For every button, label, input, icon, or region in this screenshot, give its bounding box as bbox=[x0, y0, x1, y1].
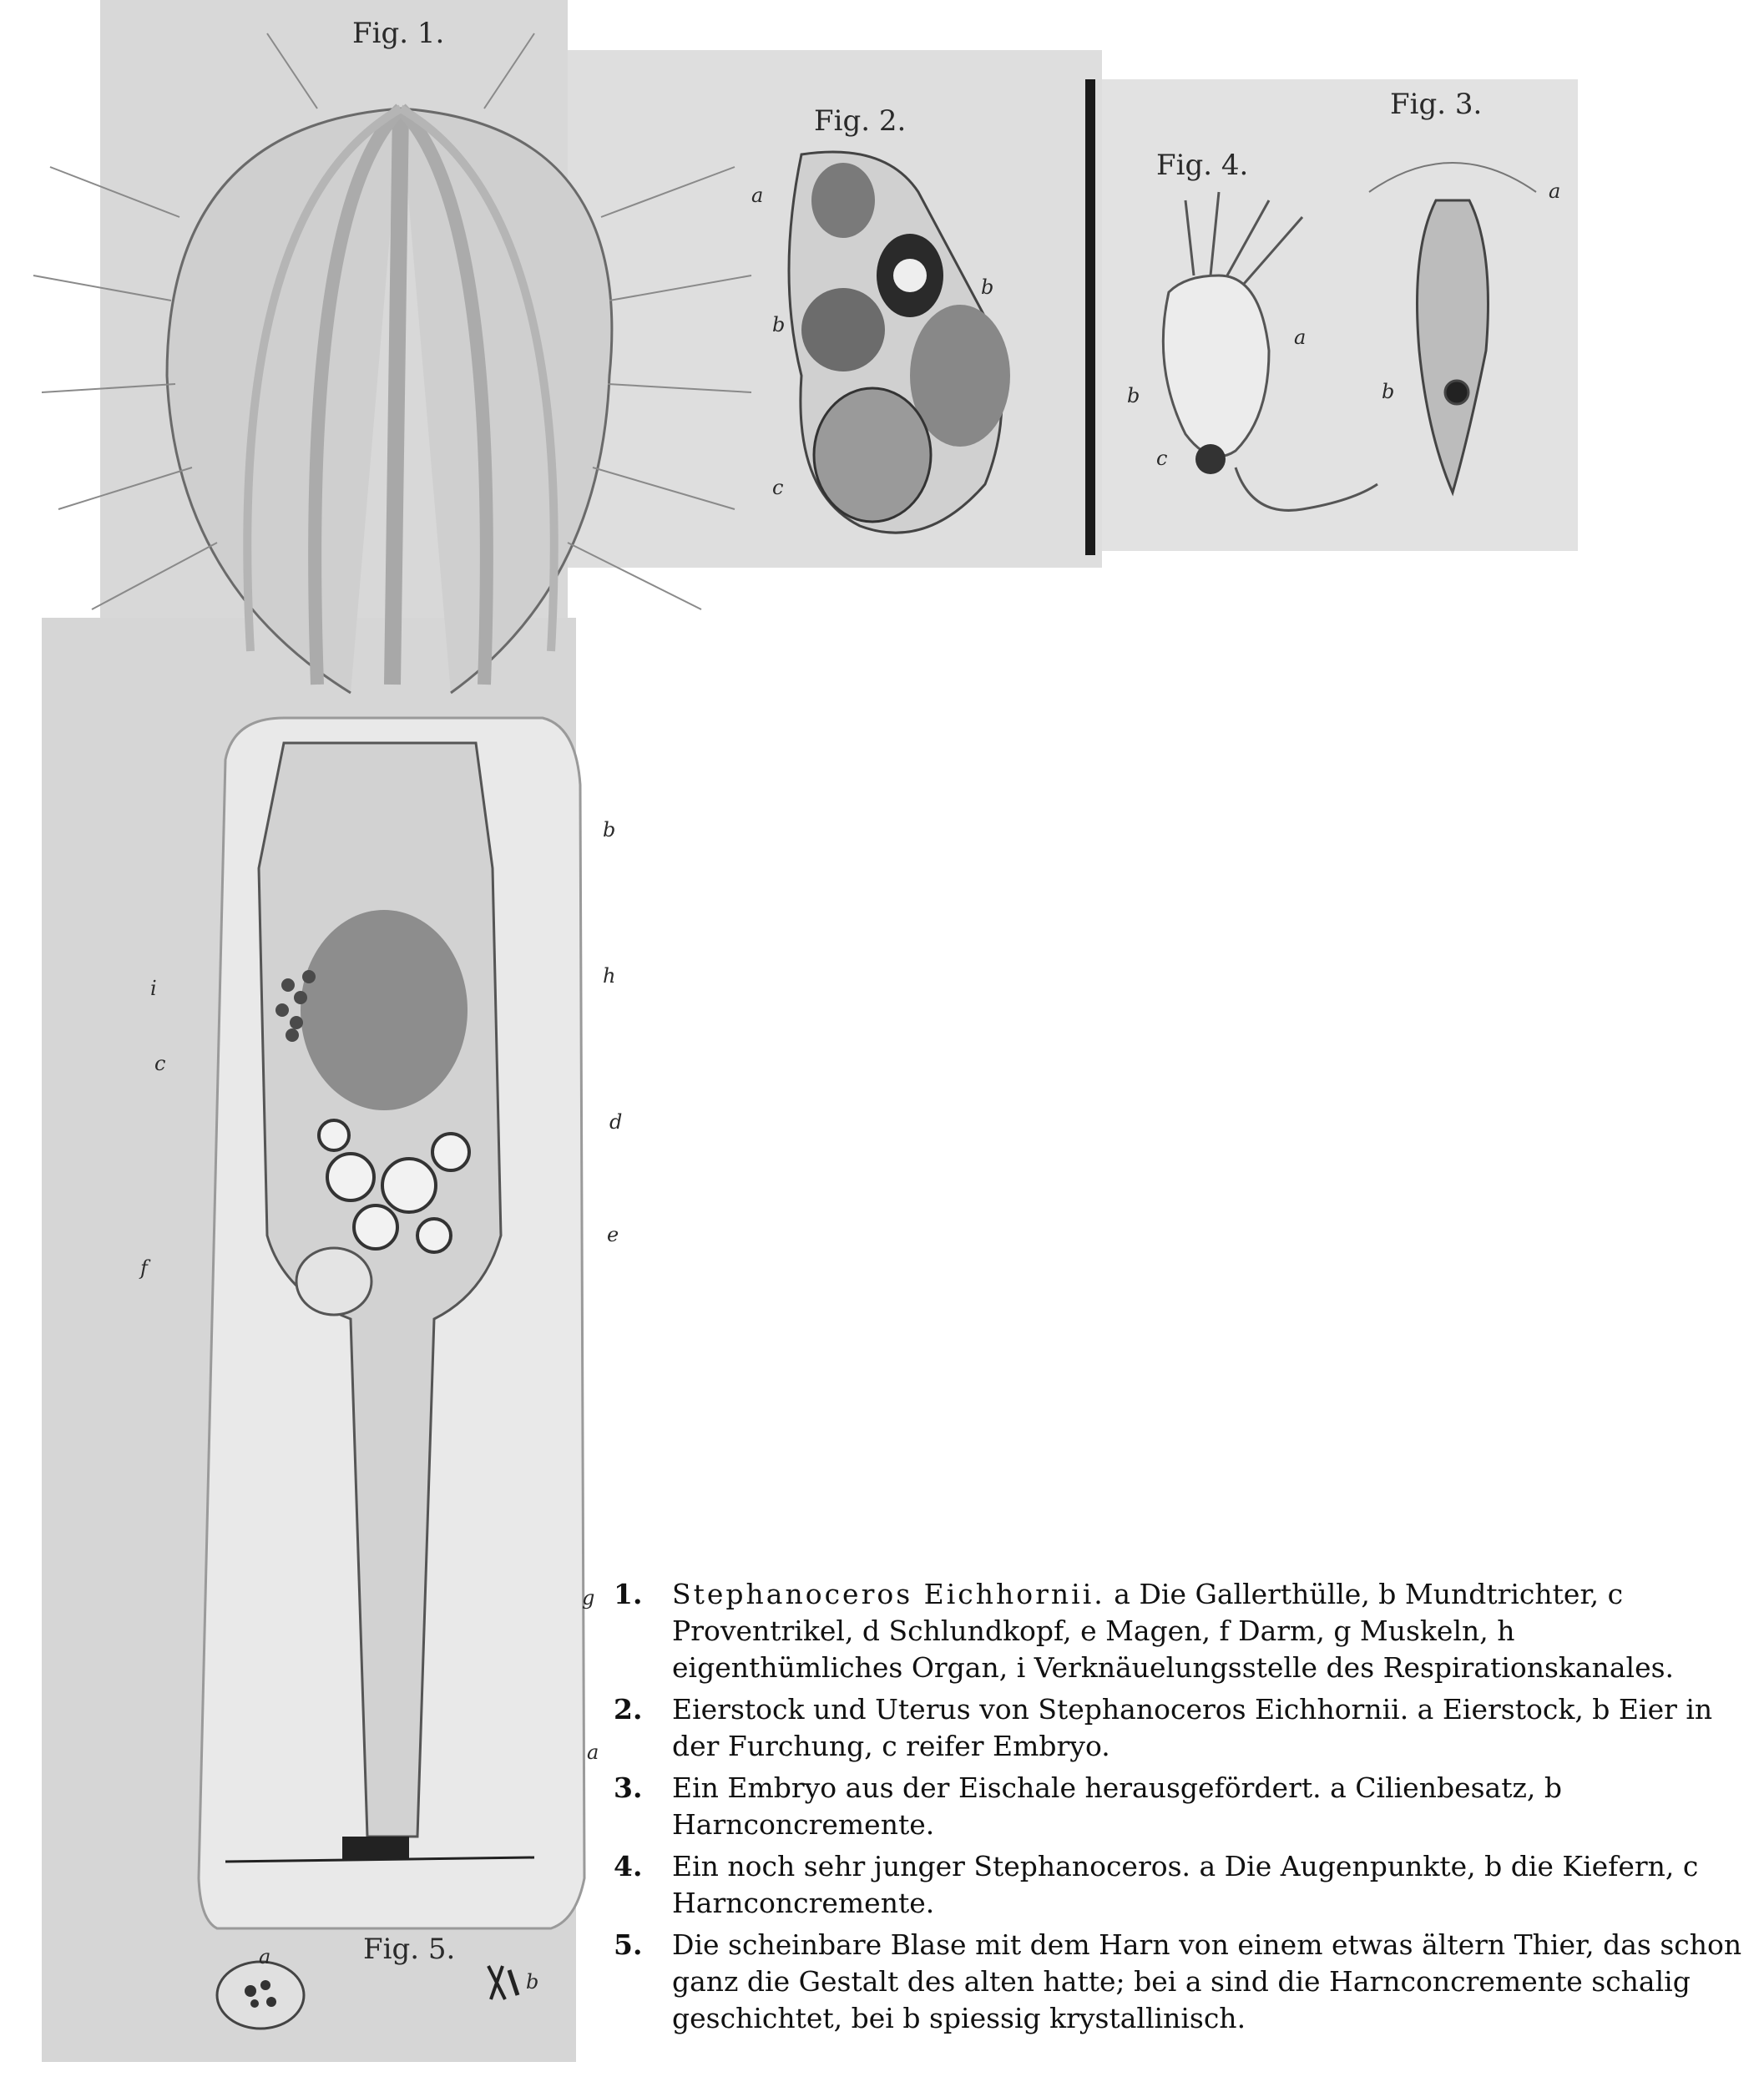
fig2-letter-a: a bbox=[751, 184, 764, 207]
fig1-letter-i: i bbox=[150, 977, 157, 1000]
fig1-letter-h: h bbox=[603, 964, 616, 988]
fig4-label: Fig. 4. bbox=[1156, 149, 1249, 182]
plate-caption bbox=[614, 1576, 1753, 2042]
fig2-egg-3 bbox=[801, 288, 885, 371]
fig4-drawing bbox=[1163, 192, 1377, 510]
caption-text: Ein Embryo aus der Eischale herausgefördert. a Cilienbesatz, b Harnconcremente. bbox=[672, 1771, 1562, 1841]
caption-title: Stephanoceros Eichhornii. bbox=[672, 1578, 1105, 1610]
fig5-label: Fig. 5. bbox=[363, 1933, 456, 1966]
caption-text: a Die Gallerthülle, b Mundtrichter, c Proventrikel, d Schlundkopf, e Magen, f Darm, g Muskeln, h eigenthümliches Organ, i Verknäuelungsstelle des Respirationskanales. bbox=[672, 1578, 1675, 1684]
fig1-letter-b: b bbox=[603, 818, 616, 841]
fig1-letter-d: d bbox=[609, 1110, 623, 1134]
fig3-drawing bbox=[1369, 163, 1536, 493]
fig1-crown bbox=[167, 109, 612, 693]
fig1-foot-base bbox=[342, 1837, 409, 1860]
fig4-letter-c: c bbox=[1156, 447, 1168, 470]
fig2-embryo bbox=[814, 388, 931, 522]
caption-number: 3. bbox=[614, 1771, 643, 1804]
fig1-letter-e: e bbox=[607, 1223, 619, 1246]
caption-number: 4. bbox=[614, 1850, 643, 1882]
fig5-letter-b: b bbox=[526, 1970, 539, 1994]
fig2-letter-b: b bbox=[981, 275, 994, 299]
caption-number: 5. bbox=[614, 1928, 643, 1961]
fig1-label: Fig. 1. bbox=[352, 17, 445, 50]
fig1-letter-f: f bbox=[140, 1256, 148, 1280]
fig1-letter-c: c bbox=[154, 1052, 166, 1075]
fig2-egg-1 bbox=[811, 163, 875, 238]
fig2-letter-b-2: b bbox=[772, 313, 786, 336]
fig4-letter-a: a bbox=[1294, 326, 1307, 349]
caption-item-3 bbox=[614, 1770, 1753, 1843]
caption-item-2 bbox=[614, 1691, 1753, 1765]
fig5-letter-a: a bbox=[259, 1945, 271, 1968]
fig1-letter-g: g bbox=[582, 1586, 595, 1609]
fig3-letter-a: a bbox=[1549, 179, 1561, 203]
fig2-letter-c: c bbox=[772, 476, 784, 499]
caption-item-4 bbox=[614, 1848, 1753, 1922]
caption-item-5 bbox=[614, 1927, 1753, 2037]
fig1-letter-a: a bbox=[587, 1741, 599, 1764]
fig4-letter-b: b bbox=[1127, 384, 1140, 407]
caption-number: 2. bbox=[614, 1693, 643, 1726]
fig2-label: Fig. 2. bbox=[814, 104, 907, 138]
fig1-proventriculus bbox=[301, 910, 468, 1110]
fig1-intestine bbox=[296, 1248, 372, 1315]
caption-item-1 bbox=[614, 1576, 1753, 1686]
fig3-label: Fig. 3. bbox=[1390, 88, 1483, 121]
fig3-letter-b: b bbox=[1382, 380, 1395, 403]
caption-text: Die scheinbare Blase mit dem Harn von einem etwas ältern Thier, das schon ganz die Gestalt des alten hatte; bei a sind die Harnconcremente schalig geschichtet, bei b spiessig krystallinisch. bbox=[672, 1928, 1742, 2034]
caption-text: Eierstock und Uterus von Stephanoceros Eichhornii. a Eierstock, b Eier in der Furchung, c reifer Embryo. bbox=[672, 1693, 1713, 1762]
caption-number: 1. bbox=[614, 1578, 643, 1610]
caption-text: Ein noch sehr junger Stephanoceros. a Die Augenpunkte, b die Kiefern, c Harnconcremente. bbox=[672, 1850, 1699, 1919]
fig5-drawing bbox=[217, 1962, 518, 2029]
